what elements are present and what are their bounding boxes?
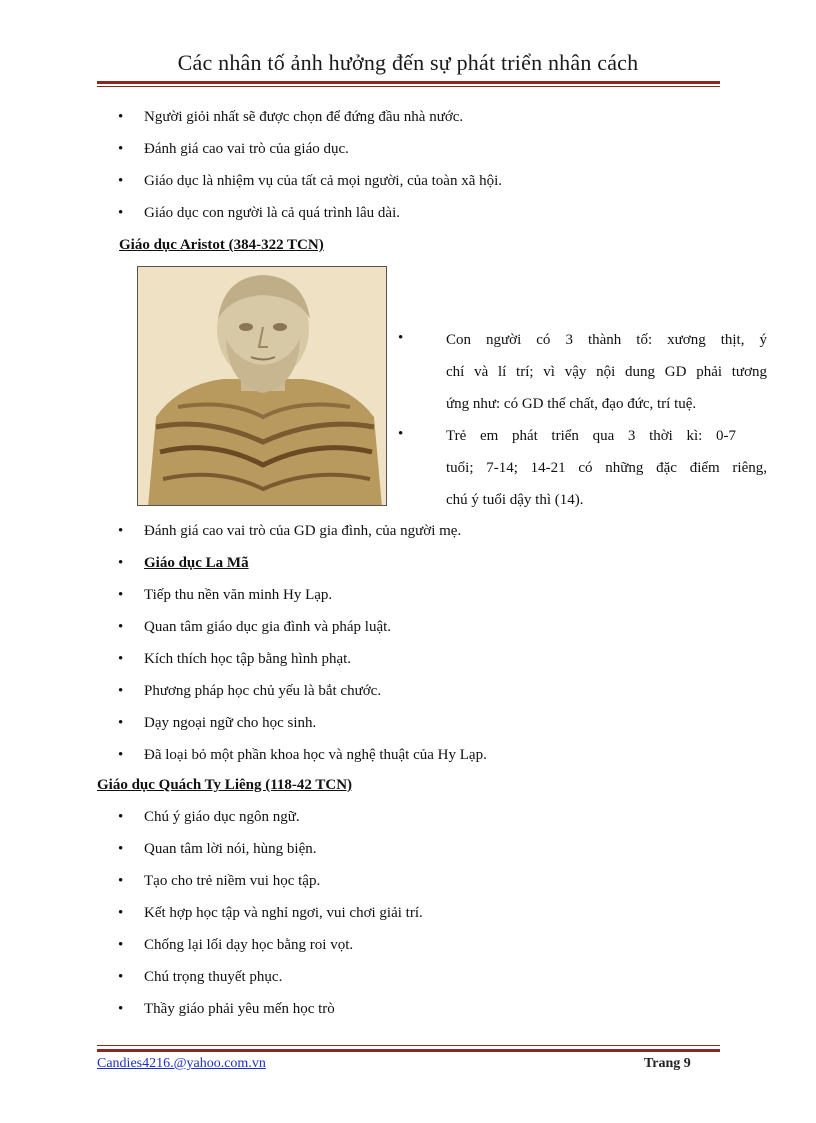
bullet-icon: • [118, 523, 124, 539]
footer-rule-thin [97, 1045, 720, 1046]
section-heading-quintilian: Giáo dục Quách Ty Liêng (118-42 TCN) [97, 777, 353, 793]
bullet-icon: • [118, 109, 124, 125]
list-item-text: Kích thích học tập bằng hình phạt. [144, 651, 352, 667]
list-item-text: Thầy giáo phải yêu mến học trò [144, 1001, 335, 1017]
bullet-icon: • [118, 141, 124, 157]
list-item-text: Đánh giá cao vai trò của giáo dục. [144, 141, 349, 157]
bullet-icon: • [118, 651, 124, 667]
bullet-icon: • [118, 969, 124, 985]
list-item-text: Phương pháp học chủ yếu là bắt chước. [144, 683, 382, 699]
bullet-icon: • [118, 555, 124, 571]
bullet-icon: • [398, 330, 404, 346]
bullet-icon: • [118, 587, 124, 603]
list-item-text: Quan tâm lời nói, hùng biện. [144, 841, 317, 857]
list-item-text: Chống lại lối dạy học bằng roi vọt. [144, 937, 354, 953]
list-item-text: Tiếp thu nền văn minh Hy Lạp. [144, 587, 333, 603]
bullet-icon: • [118, 809, 124, 825]
list-item-text: Người giỏi nhất sẽ được chọn để đứng đầu nhà nước. [144, 109, 464, 125]
paragraph-line: chí và lí trí; vì vậy nội dung GD phải tương [446, 364, 767, 380]
list-item-text: Quan tâm giáo dục gia đình và pháp luật. [144, 619, 392, 635]
aristotle-bust-icon [138, 267, 387, 506]
page-header-title: Các nhân tố ảnh hưởng đến sự phát triển nhân cách [177, 50, 639, 75]
bullet-icon: • [118, 747, 124, 763]
header-rule-thick [97, 81, 720, 84]
bullet-icon: • [118, 905, 124, 921]
bullet-icon: • [118, 1001, 124, 1017]
bullet-icon: • [118, 715, 124, 731]
footer-email-link[interactable]: Candies4216.@yahoo.com.vn [97, 1056, 266, 1071]
list-item-text: Đã loại bỏ một phần khoa học và nghệ thuật của Hy Lạp. [144, 747, 487, 763]
paragraph-line: chú ý tuổi dậy thì (14). [446, 492, 584, 508]
list-item-text: Chú trọng thuyết phục. [144, 969, 283, 985]
bullet-icon: • [398, 426, 404, 442]
section-heading-aristotle: Giáo dục Aristot (384-322 TCN) [119, 237, 324, 253]
bullet-icon: • [118, 683, 124, 699]
bullet-icon: • [118, 841, 124, 857]
paragraph-line: ứng như: có GD thể chất, đạo đức, trí tuệ. [446, 396, 697, 412]
list-item-text: Chú ý giáo dục ngôn ngữ. [144, 809, 300, 825]
footer-rule-thick [97, 1049, 720, 1052]
bullet-icon: • [118, 873, 124, 889]
list-item-text: Đánh giá cao vai trò của GD gia đình, của người mẹ. [144, 523, 462, 539]
bullet-icon: • [118, 937, 124, 953]
list-item-text: Giáo dục con người là cả quá trình lâu dài. [144, 205, 400, 221]
bullet-icon: • [118, 173, 124, 189]
header-rule-thin [97, 86, 720, 87]
list-item-text: Giáo dục là nhiệm vụ của tất cả mọi người, của toàn xã hội. [144, 173, 503, 189]
paragraph-line: Trẻ em phát triển qua 3 thời kì: 0-7 [446, 428, 736, 444]
list-item-text: Tạo cho trẻ niềm vui học tập. [144, 873, 321, 889]
bullet-icon: • [118, 205, 124, 221]
page-number: Trang 9 [644, 1056, 691, 1071]
paragraph-line: Con người có 3 thành tố: xương thịt, ý [446, 332, 767, 348]
section-heading-rome: Giáo dục La Mã [144, 555, 249, 571]
list-item-text: Kết hợp học tập và nghỉ ngơi, vui chơi giải trí. [144, 905, 423, 921]
paragraph-line: tuổi; 7-14; 14-21 có những đặc điểm riêng, [446, 460, 767, 476]
aristotle-bust-image [137, 266, 387, 506]
bullet-icon: • [118, 619, 124, 635]
list-item-text: Dạy ngoại ngữ cho học sinh. [144, 715, 317, 731]
